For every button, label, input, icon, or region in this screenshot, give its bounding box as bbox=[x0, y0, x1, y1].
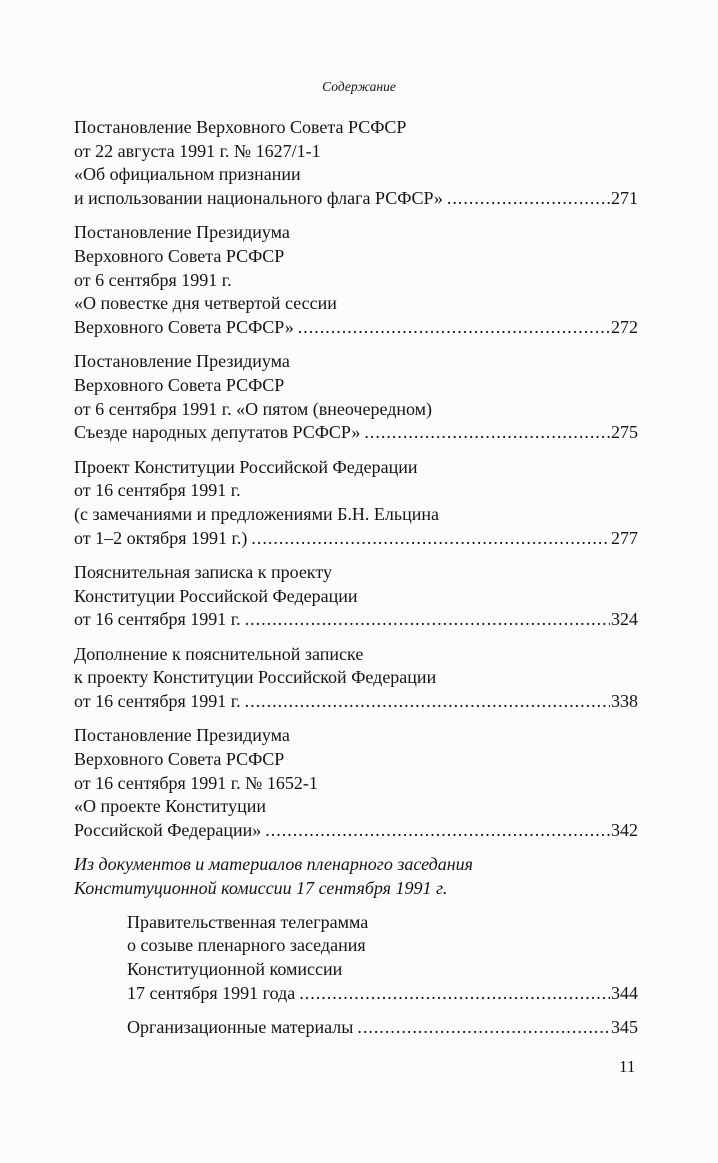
table-of-contents bbox=[74, 116, 638, 1050]
page-number: 11 bbox=[619, 1057, 636, 1076]
entry-title-line: Конституционной комиссии bbox=[127, 959, 343, 979]
entry-title-line: к проекту Конституции Российской Федерации bbox=[74, 667, 437, 688]
entry-title-line: Российской Федерации» bbox=[74, 819, 262, 840]
toc-entry bbox=[127, 911, 638, 1006]
entry-last-line bbox=[74, 690, 638, 714]
entry-title-line: от 16 сентября 1991 г. bbox=[74, 480, 241, 501]
section-heading-line: Из документов и материалов пленарного заседания bbox=[74, 854, 474, 875]
toc-entry bbox=[74, 350, 638, 445]
entry-last-line bbox=[74, 608, 638, 632]
dot-leader bbox=[251, 527, 610, 551]
entry-title-line: Верховного Совета РСФСР bbox=[74, 246, 285, 267]
entry-title-line: 17 сентября 1991 года bbox=[127, 982, 296, 1003]
toc-entry bbox=[127, 1016, 638, 1040]
dot-leader bbox=[357, 1016, 610, 1040]
entry-page-number: 271 bbox=[611, 188, 638, 209]
dot-leader bbox=[265, 819, 610, 843]
entry-title-line: о созыве пленарного заседания bbox=[127, 935, 366, 956]
entry-title-line: Пояснительная записка к проекту bbox=[74, 561, 332, 582]
entry-page-number: 342 bbox=[611, 819, 638, 840]
entry-title-line: «О проекте Конституции bbox=[74, 796, 266, 817]
page-title: Содержание bbox=[322, 79, 396, 94]
dot-leader bbox=[447, 187, 610, 211]
section-heading-line: Конституционной комиссии 17 сентября 1991 г. bbox=[74, 877, 448, 898]
entry-title-line: Конституции Российской Федерации bbox=[74, 585, 358, 606]
entry-title-line: (с замечаниями и предложениями Б.Н. Ельцина bbox=[74, 504, 440, 525]
entry-title-line: Верховного Совета РСФСР bbox=[74, 375, 285, 396]
entry-title-line: Проект Конституции Российской Федерации bbox=[74, 456, 418, 477]
toc-entry bbox=[74, 643, 638, 714]
entry-page-number: 345 bbox=[611, 1016, 638, 1037]
entry-page-number: 272 bbox=[611, 317, 638, 338]
entry-title-line: Постановление Верховного Совета РСФСР bbox=[74, 117, 407, 137]
entry-page-number: 338 bbox=[611, 690, 638, 711]
dot-leader bbox=[298, 316, 610, 340]
entry-last-line bbox=[74, 819, 638, 843]
section-heading bbox=[74, 853, 638, 900]
entry-last-line bbox=[127, 982, 638, 1006]
toc-entry bbox=[74, 116, 638, 211]
entry-title-line: от 16 сентября 1991 г. bbox=[74, 609, 241, 630]
entry-last-line bbox=[127, 1016, 638, 1040]
entry-title-line: от 1–2 октября 1991 г.) bbox=[74, 527, 248, 548]
entry-last-line bbox=[74, 187, 638, 211]
entry-title-line: «Об официальном признании bbox=[74, 164, 301, 185]
entry-title-line: Постановление Президиума bbox=[74, 222, 290, 243]
entry-title-line: Постановление Президиума bbox=[74, 351, 290, 372]
toc-entry bbox=[74, 221, 638, 340]
entry-title-line: Съезде народных депутатов РСФСР» bbox=[74, 422, 361, 443]
entry-last-line bbox=[74, 527, 638, 551]
entry-title-line: Верховного Совета РСФСР» bbox=[74, 317, 294, 338]
dot-leader bbox=[245, 608, 610, 632]
entry-page-number: 275 bbox=[611, 422, 638, 443]
entry-last-line bbox=[74, 421, 638, 445]
entry-title-line: Организационные материалы bbox=[127, 1016, 354, 1037]
entry-title-line: «О повестке дня четвертой сессии bbox=[74, 293, 337, 314]
entry-last-line bbox=[74, 316, 638, 340]
entry-title-line: от 22 августа 1991 г. № 1627/1-1 bbox=[74, 140, 321, 161]
dot-leader bbox=[245, 690, 610, 714]
entry-title-line: от 16 сентября 1991 г. bbox=[74, 690, 241, 711]
entry-title-line: Постановление Президиума bbox=[74, 725, 290, 746]
entry-page-number: 324 bbox=[611, 609, 638, 630]
toc-entry bbox=[74, 561, 638, 632]
entry-page-number: 277 bbox=[611, 527, 638, 548]
dot-leader bbox=[364, 421, 610, 445]
toc-entry bbox=[74, 456, 638, 551]
entry-title-line: Верховного Совета РСФСР bbox=[74, 748, 285, 769]
entry-title-line: от 6 сентября 1991 г. bbox=[74, 269, 232, 290]
dot-leader bbox=[299, 982, 610, 1006]
entry-title-line: и использовании национального флага РСФСР» bbox=[74, 188, 443, 209]
entry-title-line: Дополнение к пояснительной записке bbox=[74, 643, 364, 664]
toc-entry bbox=[74, 724, 638, 843]
entry-title-line: от 6 сентября 1991 г. «О пятом (внеочередном) bbox=[74, 398, 433, 419]
entry-page-number: 344 bbox=[611, 982, 638, 1003]
entry-title-line: от 16 сентября 1991 г. № 1652-1 bbox=[74, 772, 318, 793]
entry-title-line: Правительственная телеграмма bbox=[127, 911, 369, 932]
